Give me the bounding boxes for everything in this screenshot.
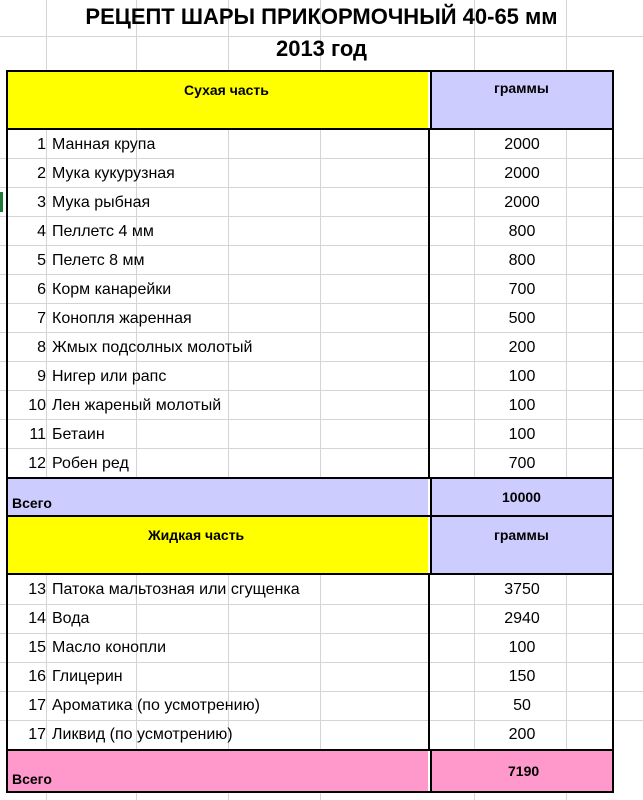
liquid-total-value: 7190 <box>508 763 540 779</box>
dry-header-label: Сухая часть <box>184 82 269 98</box>
selection-edge-marker <box>0 192 3 212</box>
table-row[interactable]: 2 Мука кукурузная 2000 <box>37 165 540 182</box>
table-row[interactable]: 14 Вода 2940 <box>28 610 540 627</box>
liquid-grams-label: граммы <box>494 527 549 543</box>
table-row[interactable]: 15 Масло конопли 100 <box>28 639 536 656</box>
dry-header-cell[interactable] <box>8 72 428 128</box>
table-row[interactable]: 12 Робен ред 700 <box>28 455 536 472</box>
dry-total-row <box>6 477 614 517</box>
liquid-total-label: Всего <box>12 771 52 787</box>
table-row[interactable]: 3 Мука рыбная 2000 <box>37 194 540 211</box>
page-title: РЕЦЕПТ ШАРЫ ПРИКОРМОЧНЫЙ 40-65 мм <box>85 4 558 29</box>
dry-header-row <box>6 70 614 130</box>
table-row[interactable]: 13 Патока мальтозная или сгущенка 3750 <box>28 581 540 598</box>
table-row[interactable]: 11 Бетаин 100 <box>29 426 536 443</box>
table-row[interactable]: 17 Ароматика (по усмотрению) 50 <box>28 697 531 714</box>
table-row[interactable]: 17 Ликвид (по усмотрению) 200 <box>28 726 536 743</box>
table-row[interactable]: 7 Конопля жаренная 500 <box>37 310 536 327</box>
dry-total-value: 10000 <box>502 489 541 505</box>
liquid-total-row <box>6 749 614 793</box>
table-row[interactable]: 1 Манная крупа 2000 <box>37 136 540 153</box>
dry-total-label: Всего <box>12 495 52 511</box>
table-row[interactable]: 6 Корм канарейки 700 <box>37 281 536 298</box>
page-subtitle-year: 2013 год <box>275 36 368 61</box>
dry-total-value-cell[interactable] <box>430 479 612 515</box>
liquid-header-row <box>6 515 614 575</box>
liquid-total-label-cell[interactable] <box>8 751 428 791</box>
liquid-header-label: Жидкая часть <box>148 527 245 543</box>
dry-grams-header-cell[interactable] <box>430 72 612 128</box>
liquid-header-cell[interactable] <box>8 517 428 573</box>
table-row[interactable]: 9 Нигер или рапс 100 <box>37 368 536 385</box>
liquid-total-value-cell[interactable] <box>430 751 612 791</box>
table-row[interactable]: 10 Лен жареный молотый 100 <box>28 397 536 414</box>
table-row[interactable]: 8 Жмых подсолных молотый 200 <box>37 339 536 356</box>
table-row[interactable]: 5 Пелетс 8 мм 800 <box>37 252 536 269</box>
liquid-grams-header-cell[interactable] <box>430 517 612 573</box>
dry-grams-label: граммы <box>494 80 549 96</box>
table-row[interactable]: 16 Глицерин 150 <box>28 668 536 685</box>
table-row[interactable]: 4 Пеллетс 4 мм 800 <box>37 223 536 240</box>
dry-total-label-cell[interactable] <box>8 479 428 515</box>
